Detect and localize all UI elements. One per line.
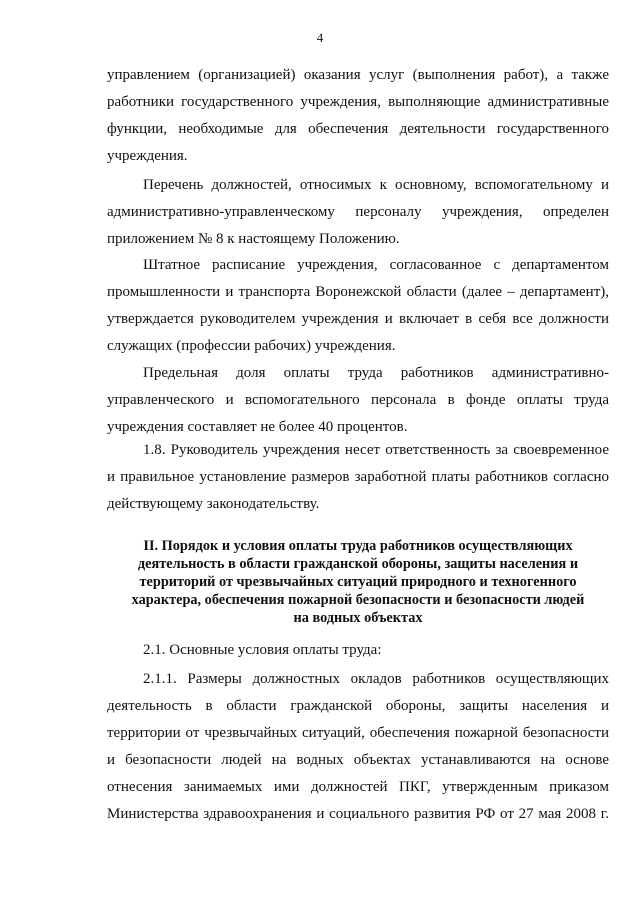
heading-line: характера, обеспечения пожарной безопасности и безопасности людей <box>131 592 585 608</box>
heading-line: территорий от чрезвычайных ситуаций природного и техногенного <box>139 574 577 590</box>
text-line: приложением № 8 к настоящему Положению. <box>107 231 400 247</box>
text-line: работники государственного учреждения, выполняющие административные <box>107 94 609 110</box>
text-line: утверждается руководителем учреждения и включает в себя все должности <box>107 311 609 327</box>
text-line: функции, необходимые для обеспечения деятельности государственного <box>107 121 609 137</box>
text-line: 2.1.1. Размеры должностных окладов работников осуществляющих <box>143 671 609 687</box>
page-number: 4 <box>316 30 324 45</box>
heading-line: II. Порядок и условия оплаты труда работников осуществляющих <box>143 538 573 554</box>
text-line: учреждения. <box>107 148 188 164</box>
text-line: 1.8. Руководитель учреждения несет ответственность за своевременное <box>143 442 609 458</box>
text-line: деятельность в области гражданской обороны, защиты населения и <box>107 698 609 714</box>
text-line: служащих (профессии рабочих) учреждения. <box>107 338 396 354</box>
text-line: Предельная доля оплаты труда работников административно- <box>143 365 609 381</box>
text-line: действующему законодательству. <box>107 496 320 512</box>
text-line: территории от чрезвычайных ситуаций, обеспечения пожарной безопасности <box>107 725 609 741</box>
text-line: управлением (организацией) оказания услуг (выполнения работ), а также <box>107 67 609 83</box>
text-line: и безопасности людей на водных объектах устанавливаются на основе <box>107 752 609 768</box>
text-line: Министерства здравоохранения и социального развития РФ от 27 мая 2008 г. <box>107 806 609 822</box>
text-line: учреждения составляет не более 40 процентов. <box>107 419 408 435</box>
heading-line: на водных объектах <box>293 610 423 626</box>
text-line: промышленности и транспорта Воронежской области (далее – департамент), <box>107 284 609 300</box>
text-line: управленческого и вспомогательного персонала в фонде оплаты труда <box>107 392 609 408</box>
text-line: 2.1. Основные условия оплаты труда: <box>143 642 382 658</box>
text-line: отнесения занимаемых ими должностей ПКГ, утвержденным приказом <box>107 779 609 795</box>
text-line: и правильное установление размеров заработной платы работников согласно <box>107 469 609 485</box>
text-line: Перечень должностей, относимых к основному, вспомогательному и <box>143 177 609 193</box>
heading-line: деятельность в области гражданской обороны, защиты населения и <box>137 556 579 572</box>
text-line: административно-управленческому персоналу учреждения, определен <box>107 204 609 220</box>
text-line: Штатное расписание учреждения, согласованное с департаментом <box>143 257 609 273</box>
